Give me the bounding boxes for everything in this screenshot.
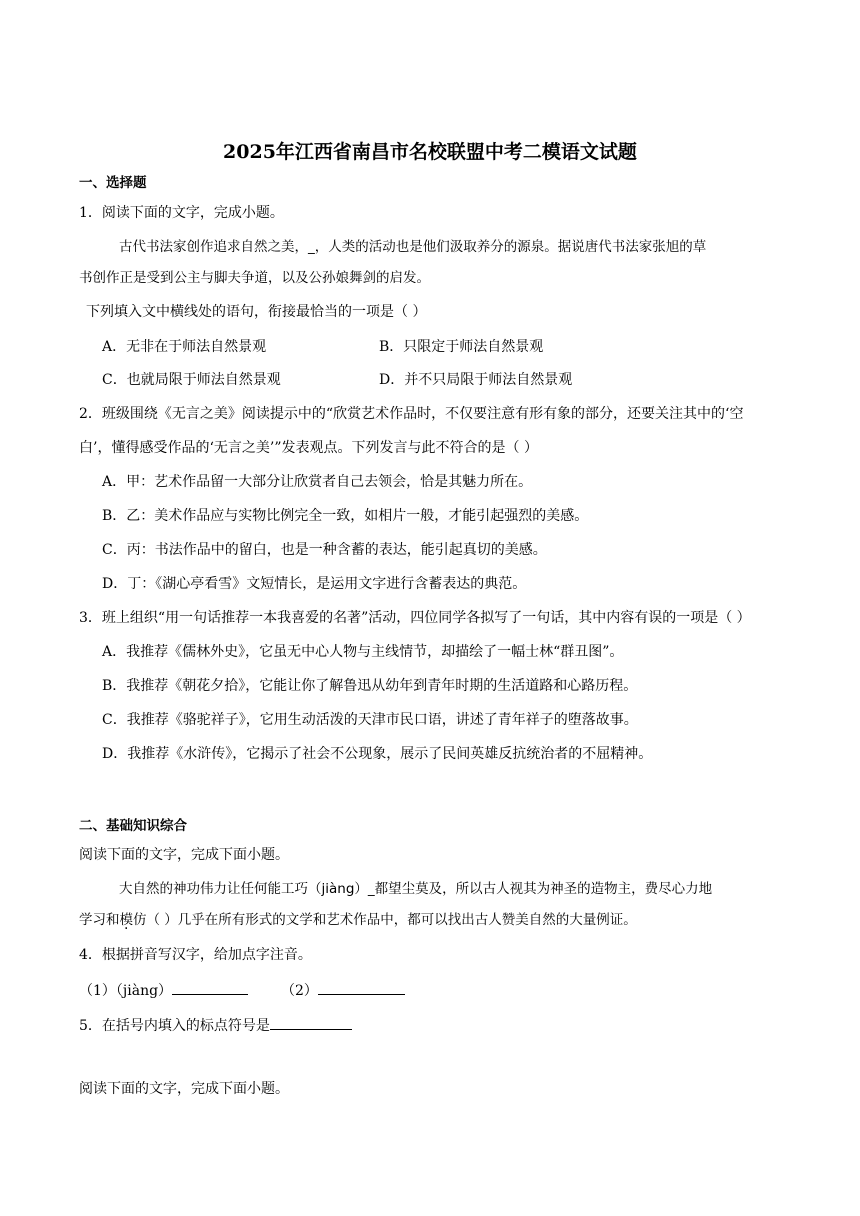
item-label: （2） [281,983,318,999]
question-3-option-d: D．我推荐《水浒传》，它揭示了社会不公现象，展示了民间英雄反抗统治者的不屈精神。 [102,746,653,762]
answer-blank[interactable] [172,979,248,995]
answer-blank[interactable] [318,979,405,995]
passage-text: 仿（ ）几乎在所有形式的文学和艺术作品中，都可以找出古人赞美自然的大量例证。 [133,912,637,928]
dotted-character: 模 [119,912,133,928]
question-4-item-2 [281,979,405,1001]
question-4-item-1 [79,979,248,1001]
question-1-option-a: A．无非在于师法自然景观 [102,339,267,355]
passage-text: 学习和 [79,912,120,928]
section-2-intro: 阅读下面的文字，完成下面小题。 [79,847,289,863]
page-title: 2025年江西省南昌市名校联盟中考二模语文试题 [223,141,637,163]
question-1-prompt: 下列填入文中横线处的语句，衔接最恰当的一项是（ ） [86,304,427,320]
answer-blank[interactable] [270,1014,352,1030]
section-2-heading: 二、基础知识综合 [79,818,187,834]
question-3-option-b: B．我推荐《朝花夕拾》，它能让你了解鲁迅从幼年到青年时期的生活道路和心路历程。 [102,678,638,694]
question-1-passage-line-1: 古代书法家创作追求自然之美，_，人类的活动也是他们汲取养分的源泉。据说唐代书法家张旭的草 [119,239,707,255]
question-1-option-d: D．并不只局限于师法自然景观 [379,372,573,388]
question-text: 5．在括号内填入的标点符号是 [79,1018,270,1034]
section-2-passage-line-1: 大自然的神功伟力让任何能工巧（jiàng）_都望尘莫及，所以古人视其为神圣的造物主，费尽心力地 [119,881,713,897]
question-2-option-a: A．甲：艺术作品留一大部分让欣赏者自己去领会，恰是其魅力所在。 [102,474,533,490]
tail-instruction: 阅读下面的文字，完成下面小题。 [79,1081,289,1097]
question-3-option-a: A．我推荐《儒林外史》，它虽无中心人物与主线情节，却描绘了一幅士林“群丑图”。 [102,644,624,660]
question-4-stem: 4．根据拼音写汉字，给加点字注音。 [79,947,312,963]
section-1-heading: 一、选择题 [79,175,147,191]
question-3-option-c: C．我推荐《骆驼祥子》，它用生动活泼的天津市民口语，讲述了青年祥子的堕落故事。 [102,712,638,728]
item-label: （1）（jiàng） [79,983,173,999]
section-2-passage-line-2 [79,910,637,930]
question-2-option-b: B．乙：美术作品应与实物比例完全一致，如相片一般，才能引起强烈的美感。 [102,508,589,524]
question-2-option-c: C．丙：书法作品中的留白，也是一种含蓄的表达，能引起真切的美感。 [102,542,547,558]
question-2-stem-line-1: 2．班级围绕《无言之美》阅读提示中的“欣赏艺术作品时，不仅要注意有形有象的部分，还要关注其中的‘空 [79,406,744,422]
question-1-passage-line-2: 书创作正是受到公主与脚夫争道，以及公孙娘舞剑的启发。 [79,270,430,286]
question-1-stem: 1．阅读下面的文字，完成小题。 [79,205,284,221]
question-1-option-c: C．也就局限于师法自然景观 [102,372,281,388]
question-1-option-b: B．只限定于师法自然景观 [379,339,544,355]
question-3-stem: 3．班上组织“用一句话推荐一本我喜爱的名著”活动，四位同学各拟写了一句话，其中内容有误的一项是（ ） [79,610,751,626]
question-5-stem [79,1014,352,1036]
question-2-stem-line-2: 白’，懂得感受作品的‘无言之美’”发表观点。下列发言与此不符合的是（ ） [79,440,538,456]
question-2-option-d: D．丁：《湖心亭看雪》文短情长，是运用文字进行含蓄表达的典范。 [102,576,527,592]
